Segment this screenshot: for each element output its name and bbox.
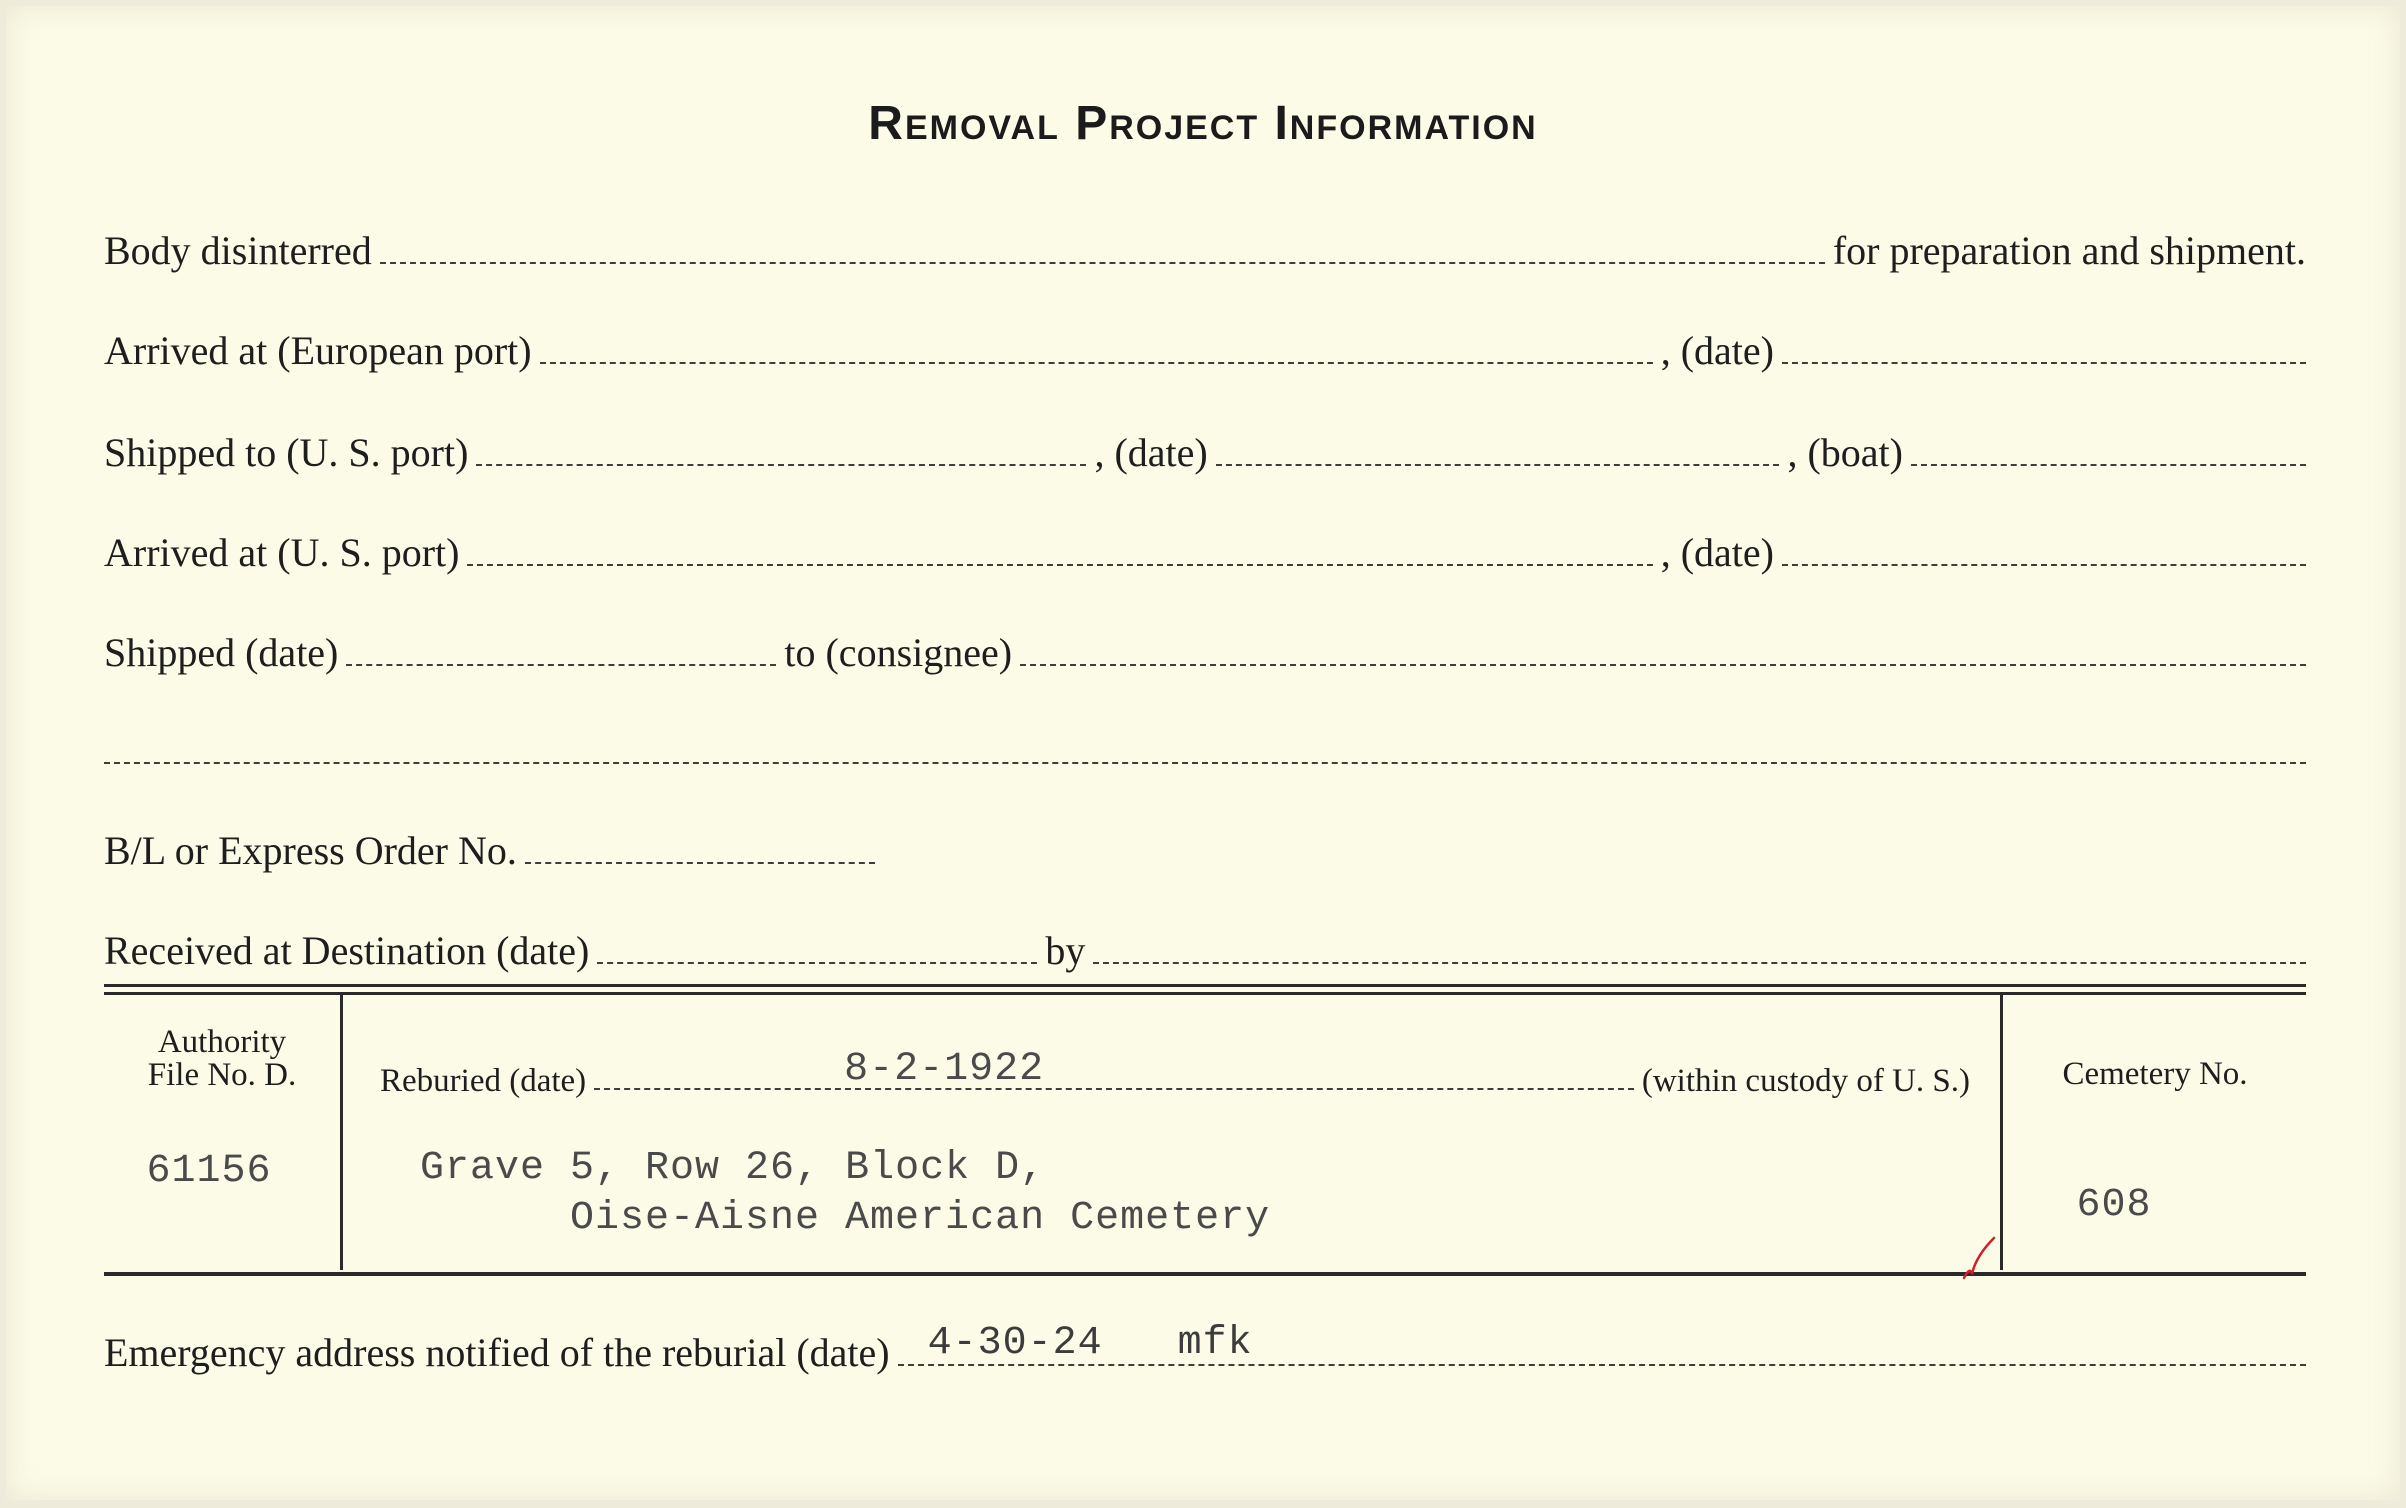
- row-consignee-continuation: [104, 718, 2306, 774]
- row-received-destination: [104, 918, 2306, 974]
- reburied-date-label: Reburied (date): [380, 1063, 587, 1099]
- emergency-date-blank: [898, 1321, 2306, 1366]
- custody-label: (within custody of U. S.): [1641, 1063, 1970, 1099]
- row-reburied: [380, 1044, 1970, 1100]
- cemetery-number-header: Cemetery No.: [2062, 1056, 2248, 1092]
- red-check-mark-icon: [1962, 1236, 1996, 1282]
- row-arrived-european-port: [104, 318, 2306, 374]
- arrived-us-port-blank: [467, 564, 1652, 566]
- row-arrived-us-port: [104, 520, 2306, 576]
- boat-blank: [1911, 464, 2306, 466]
- consignee-continuation-blank: [104, 762, 2306, 764]
- received-destination-label: Received at Destination (date): [104, 928, 590, 973]
- shipped-date-label: Shipped (date): [104, 630, 339, 675]
- preparation-suffix-label: for preparation and shipment.: [1832, 228, 2306, 273]
- row-bl-order: [104, 818, 2306, 874]
- row-shipped-us-port: [104, 420, 2306, 476]
- row-body-disinterred: [104, 218, 2306, 274]
- authority-file-number: 61156: [146, 1149, 272, 1194]
- european-port-label: Arrived at (European port): [104, 328, 532, 373]
- consignee-blank: [1020, 664, 2306, 666]
- authority-header: [104, 1026, 340, 1092]
- bl-order-label: B/L or Express Order No.: [104, 828, 517, 873]
- us-port-label: Shipped to (U. S. port): [104, 430, 469, 475]
- cemetery-number-value: 608: [2076, 1183, 2152, 1228]
- arrived-us-date-blank: [1782, 564, 2306, 566]
- grave-location-line2: Oise-Aisne American Cemetery: [570, 1196, 1271, 1241]
- european-date-blank: [1782, 362, 2306, 364]
- table-top-rule: [104, 984, 2306, 987]
- consignee-label: to (consignee): [784, 630, 1013, 675]
- received-date-blank: [597, 962, 1037, 964]
- emergency-address-label: Emergency address notified of the reburial (date): [104, 1330, 890, 1375]
- row-emergency-address: [104, 1320, 2306, 1376]
- european-date-label: , (date): [1660, 328, 1774, 373]
- us-port-blank: [476, 464, 1086, 466]
- received-by-blank: [1093, 962, 2306, 964]
- us-port-date-blank: [1216, 464, 1780, 466]
- body-disinterred-label: Body disinterred: [104, 228, 372, 273]
- grave-location-line1: Grave 5, Row 26, Block D,: [420, 1146, 1046, 1191]
- emergency-date-value: 4-30-24 mfk: [927, 1321, 1253, 1366]
- authority-header-line1: Authority: [157, 1024, 287, 1060]
- arrived-us-date-label: , (date): [1660, 530, 1774, 575]
- us-port-date-label: , (date): [1094, 430, 1208, 475]
- received-by-label: by: [1045, 928, 1086, 973]
- european-port-blank: [540, 362, 1653, 364]
- bl-order-blank: [525, 862, 875, 864]
- reburied-date-value: 8-2-1922: [844, 1047, 1045, 1092]
- arrived-us-port-label: Arrived at (U. S. port): [104, 530, 460, 575]
- body-disinterred-blank: [380, 262, 1825, 264]
- table-top-rule-inner: [104, 992, 2306, 995]
- form-title: Removal Project Information: [868, 97, 1538, 150]
- table-divider-left: [340, 994, 343, 1270]
- authority-header-line2: File No. D.: [147, 1057, 297, 1093]
- row-shipped-date: [104, 620, 2306, 676]
- shipped-date-blank: [346, 664, 776, 666]
- reburied-date-blank: [594, 1047, 1634, 1092]
- table-divider-right: [2000, 994, 2003, 1270]
- boat-label: , (boat): [1787, 430, 1903, 475]
